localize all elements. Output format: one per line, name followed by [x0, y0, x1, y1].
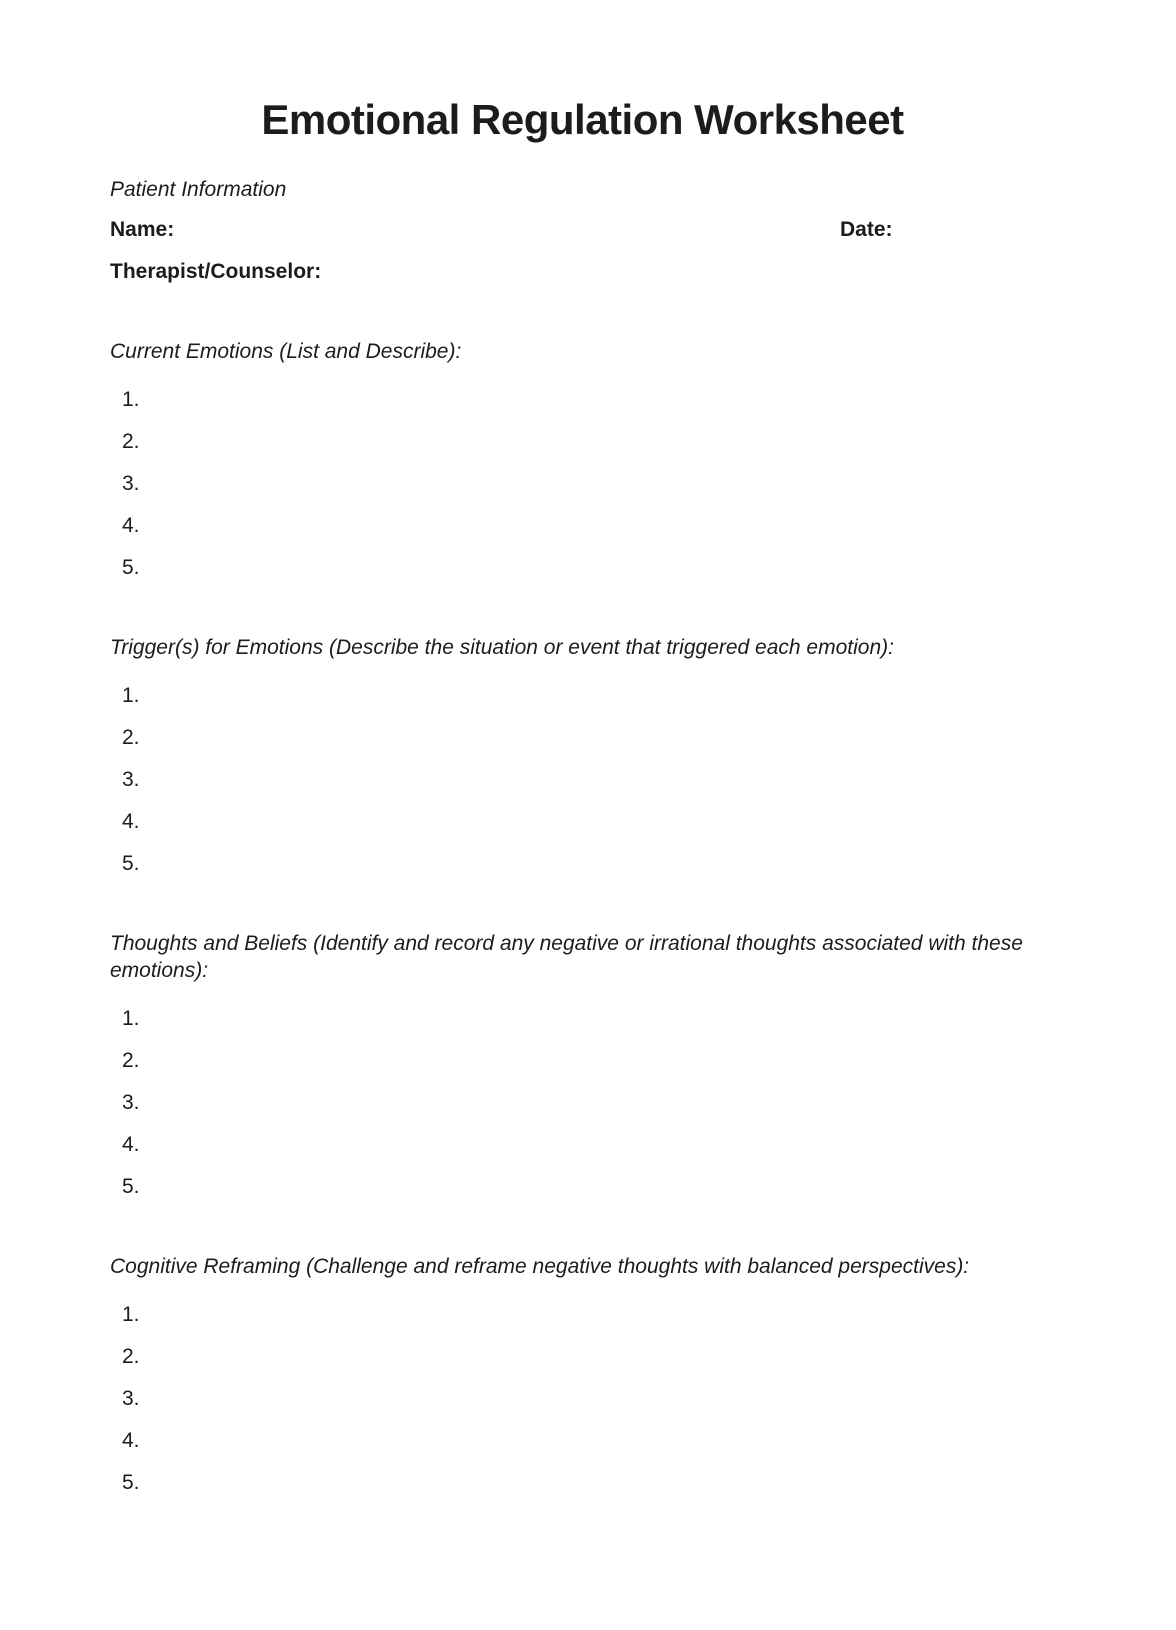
date-label: Date:	[840, 218, 893, 241]
list-item: 3.	[122, 1091, 140, 1114]
list-item: 5.	[122, 556, 140, 579]
name-label: Name:	[110, 218, 175, 241]
list-item: 4.	[122, 810, 140, 833]
list-item: 5.	[122, 852, 140, 875]
list-item: 1.	[122, 684, 140, 707]
list-item: 2.	[122, 1345, 140, 1368]
name-date-row	[110, 217, 1055, 242]
list-item: 3.	[122, 1387, 140, 1410]
list-item: 5.	[122, 1471, 140, 1494]
patient-info-heading: Patient Information	[110, 178, 287, 201]
list-item: 1.	[122, 388, 140, 411]
list-item: 4.	[122, 514, 140, 537]
list-item: 4.	[122, 1133, 140, 1156]
list-item: 2.	[122, 1049, 140, 1072]
list-item: 2.	[122, 430, 140, 453]
list-item: 1.	[122, 1007, 140, 1030]
current-emotions-list	[110, 388, 1055, 580]
cognitive-reframing-list	[110, 1303, 1055, 1495]
triggers-list	[110, 684, 1055, 876]
list-item: 3.	[122, 472, 140, 495]
list-item: 3.	[122, 768, 140, 791]
section-heading-current-emotions: Current Emotions (List and Describe):	[110, 340, 462, 363]
thoughts-beliefs-list	[110, 1007, 1055, 1199]
list-item: 2.	[122, 726, 140, 749]
list-item: 1.	[122, 1303, 140, 1326]
page-title: Emotional Regulation Worksheet	[261, 96, 904, 143]
therapist-row	[110, 259, 1055, 284]
section-heading-thoughts-beliefs: Thoughts and Beliefs (Identify and record any negative or irrational thoughts associated with these emotions):	[110, 932, 1023, 982]
section-heading-cognitive-reframing: Cognitive Reframing (Challenge and reframe negative thoughts with balanced perspectives):	[110, 1255, 970, 1278]
section-heading-triggers: Trigger(s) for Emotions (Describe the situation or event that triggered each emotion):	[110, 636, 894, 659]
list-item: 5.	[122, 1175, 140, 1198]
list-item: 4.	[122, 1429, 140, 1452]
therapist-label: Therapist/Counselor:	[110, 260, 322, 283]
